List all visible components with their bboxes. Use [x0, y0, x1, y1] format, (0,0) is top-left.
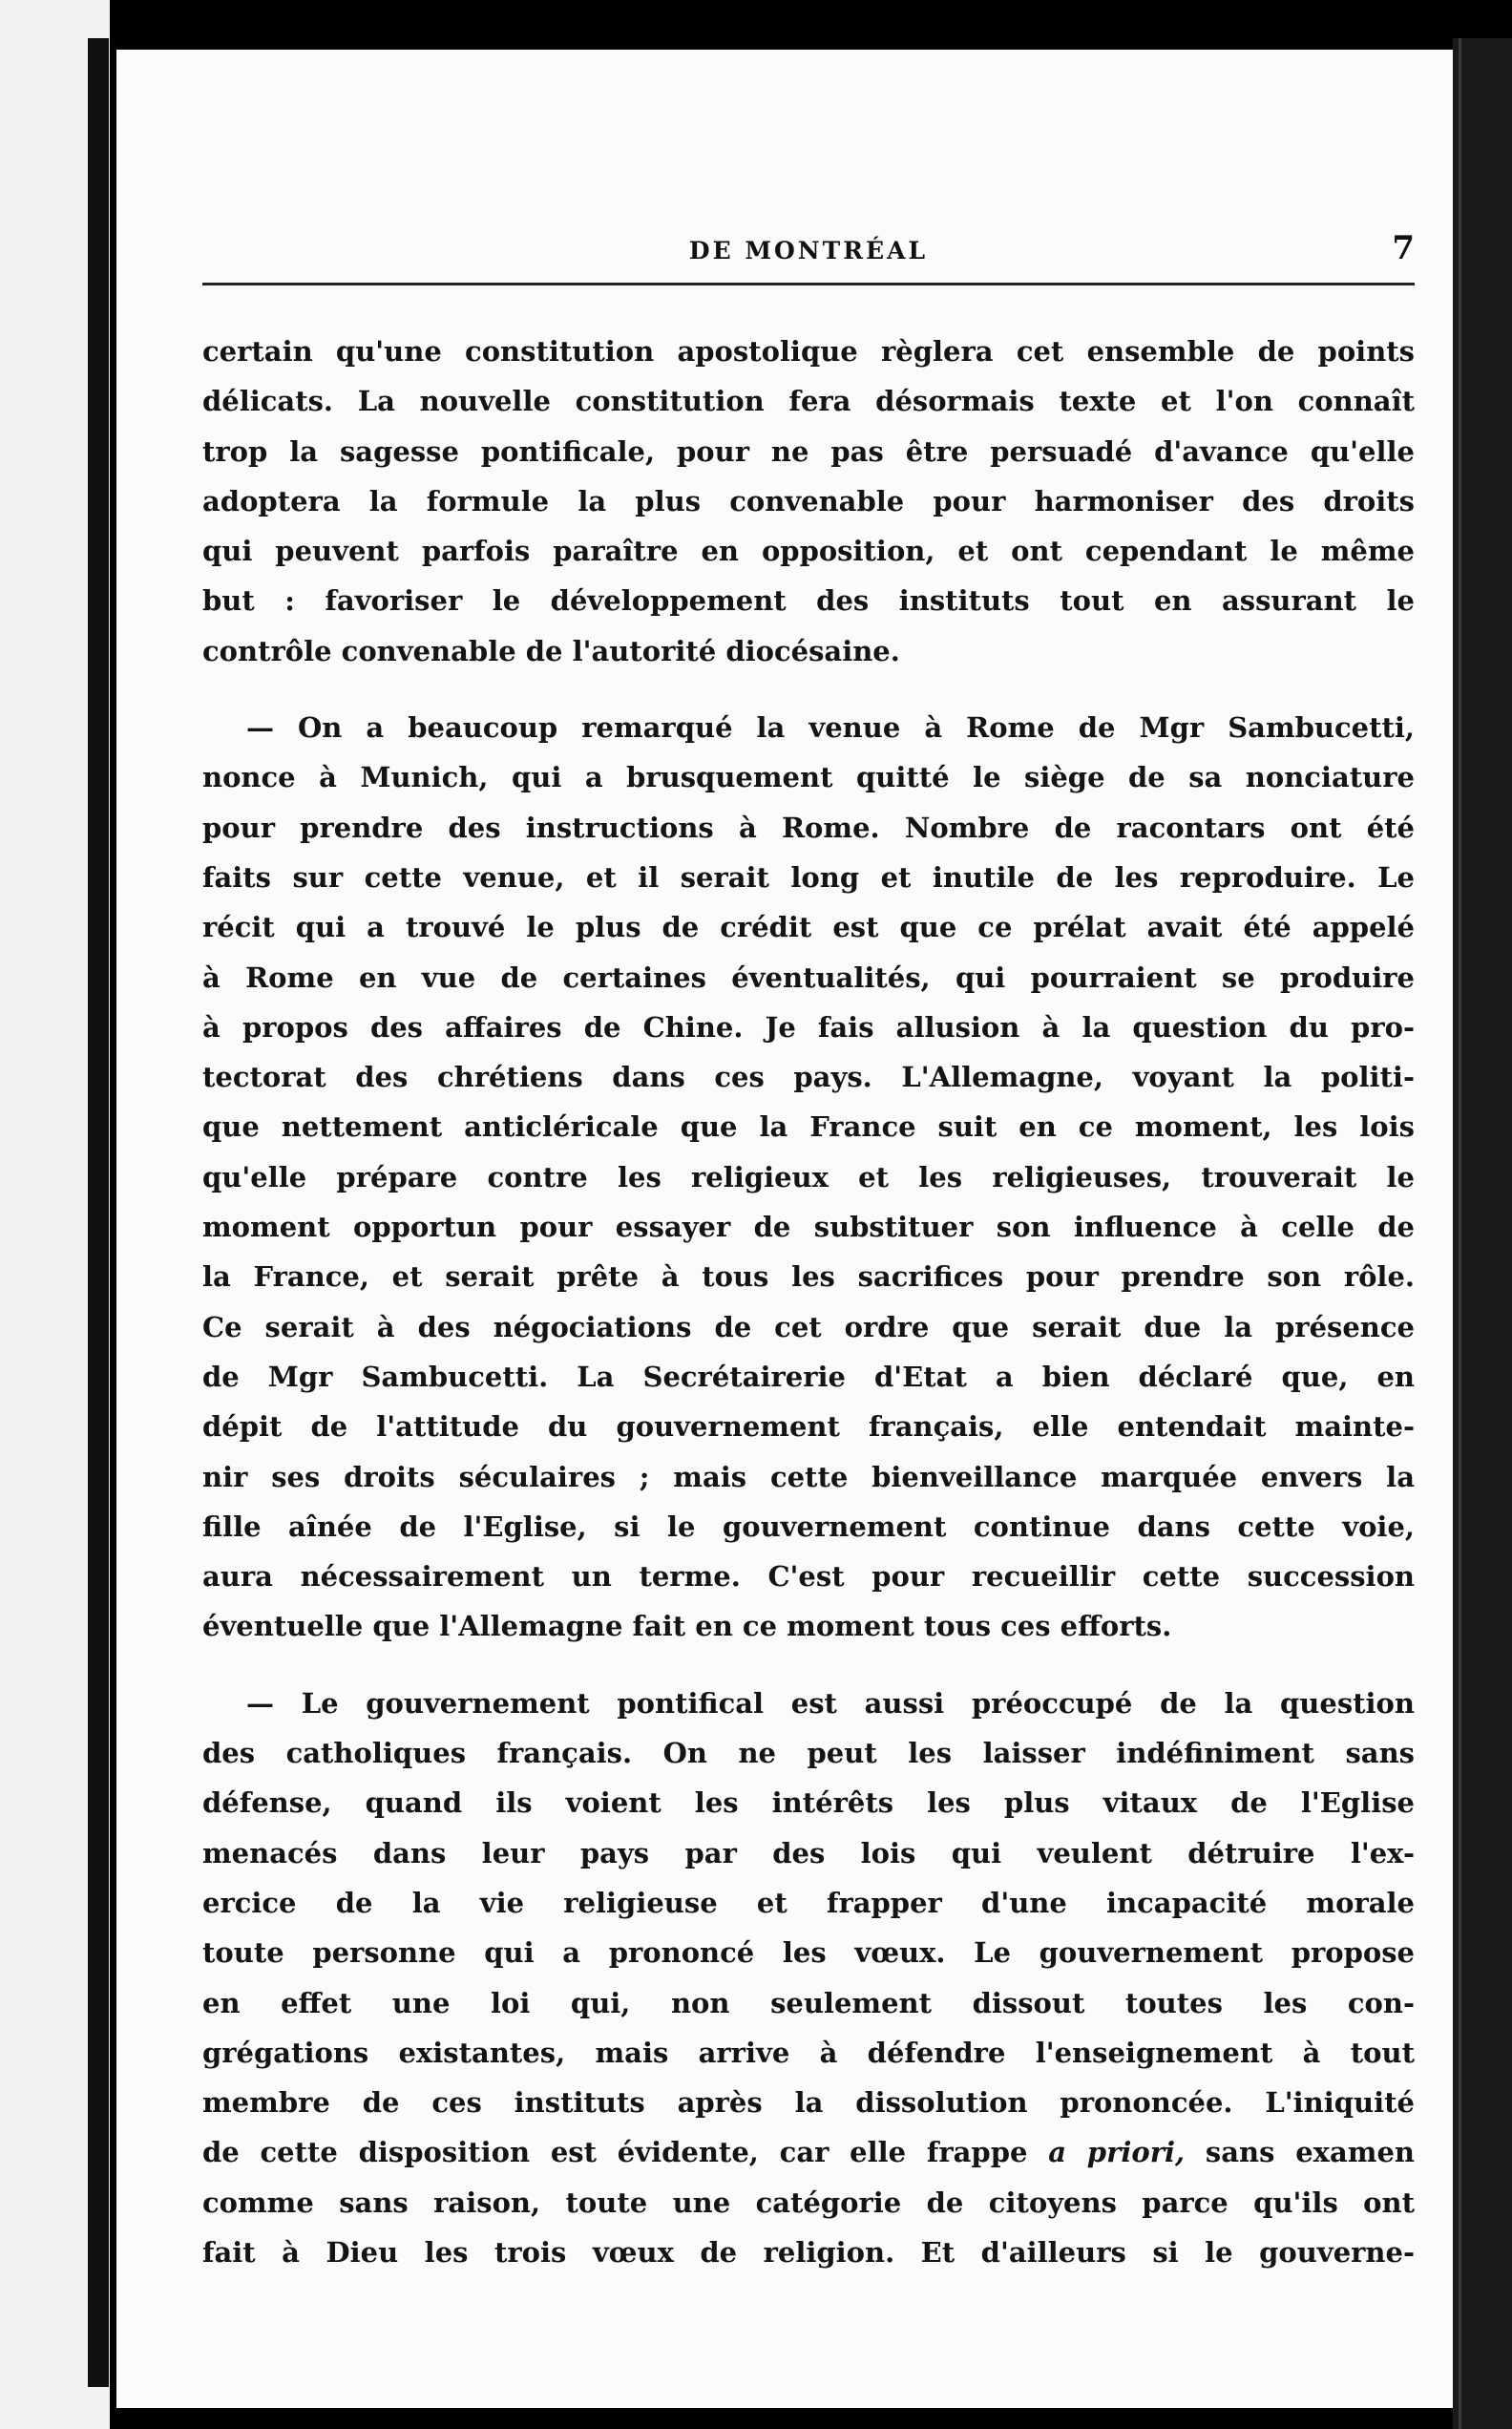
text-line: nonce à Munich, qui a brusquement quitté le siège de sa nonciature — [202, 761, 1415, 794]
text-line: adoptera la formule la plus convenable pour harmoniser des droits — [202, 484, 1415, 517]
text-line: fille aînée de l'Eglise, si le gouvernement continue dans cette voie, — [202, 1510, 1415, 1543]
text-line: aura nécessairement un terme. C'est pour recueillir cette succession — [202, 1560, 1415, 1594]
text-line: certain qu'une constitution apostolique règlera cet ensemble de points — [202, 335, 1415, 368]
text-line: membre de ces instituts après la dissolution prononcée. L'iniquité — [202, 2086, 1415, 2120]
text-line-with-italic — [202, 2127, 1415, 2177]
text-line: moment opportun pour essayer de substituer son influence à celle de — [202, 1211, 1415, 1244]
text-line: fait à Dieu les trois vœux de religion. Et d'ailleurs si le gouverne- — [202, 2235, 1415, 2269]
text-line: des catholiques français. On ne peut les laisser indéfiniment sans — [202, 1737, 1415, 1770]
running-head-title: DE MONTRÉAL — [688, 237, 929, 264]
running-head — [202, 218, 1415, 285]
text-line: à propos des affaires de Chine. Je fais allusion à la question du pro- — [202, 1010, 1415, 1044]
paragraph-gap — [202, 1652, 1415, 1679]
text-line: trop la sagesse pontificale, pour ne pas être persuadé d'avance qu'elle — [202, 434, 1415, 468]
text-line: — Le gouvernement pontifical est aussi préoccupé de la question — [246, 1686, 1415, 1720]
previous-page-edge — [0, 0, 110, 2429]
text-line: défense, quand ils voient les intérêts les plus vitaux de l'Eglise — [202, 1786, 1415, 1820]
book-page — [116, 50, 1453, 2408]
text-line: ercice de la vie religieuse et frapper d'une incapacité morale — [202, 1886, 1415, 1919]
page-number: 7 — [1392, 229, 1415, 267]
text-line: que nettement anticléricale que la France suit en ce moment, les lois — [202, 1110, 1415, 1144]
text-line: éventuelle que l'Allemagne fait en ce moment tous ces efforts. — [202, 1610, 1172, 1643]
text-line: grégations existantes, mais arrive à défendre l'enseignement à tout — [202, 2036, 1415, 2069]
text-line: faits sur cette venue, et il serait long et inutile de les reproduire. Le — [202, 860, 1415, 894]
text-line: à Rome en vue de certaines éventualités, qui pourraient se produire — [202, 961, 1415, 994]
text-segment: sans examen — [1205, 2136, 1415, 2169]
body-text — [202, 327, 1415, 2277]
text-line: menacés dans leur pays par des lois qui veulent détruire l'ex- — [202, 1836, 1415, 1869]
text-line: la France, et serait prête à tous les sacrifices pour prendre son rôle. — [202, 1260, 1415, 1294]
text-line: Ce serait à des négociations de cet ordre que serait due la présence — [202, 1310, 1415, 1343]
italic-phrase: a priori, — [1048, 2136, 1186, 2169]
text-line: qu'elle prépare contre les religieux et les religieuses, trouverait le — [202, 1160, 1415, 1193]
text-line: pour prendre des instructions à Rome. Nombre de racontars ont été — [202, 811, 1415, 844]
text-line: délicats. La nouvelle constitution fera désormais texte et l'on connaît — [202, 385, 1415, 418]
text-line: contrôle convenable de l'autorité diocésaine. — [202, 634, 900, 667]
text-line: dépit de l'attitude du gouvernement français, elle entendait mainte- — [202, 1410, 1415, 1444]
text-line: but : favoriser le développement des instituts tout en assurant le — [202, 584, 1415, 618]
header-rule — [202, 283, 1415, 285]
text-line: — On a beaucoup remarqué la venue à Rome de Mgr Sambucetti, — [246, 711, 1415, 745]
text-line: comme sans raison, toute une catégorie de citoyens parce qu'ils ont — [202, 2186, 1415, 2219]
text-line: toute personne qui a prononcé les vœux. Le gouvernement propose — [202, 1936, 1415, 1970]
text-segment: de cette disposition est évidente, car elle frappe — [202, 2136, 1028, 2169]
text-line: récit qui a trouvé le plus de crédit est que ce prélat avait été appelé — [202, 911, 1415, 944]
text-line: qui peuvent parfois paraître en opposition, et ont cependant le même — [202, 535, 1415, 568]
book-edge — [1453, 38, 1512, 2429]
text-line: nir ses droits séculaires ; mais cette bienveillance marquée envers la — [202, 1460, 1415, 1493]
paragraph-gap — [202, 676, 1415, 703]
text-line: de Mgr Sambucetti. La Secrétairerie d'Etat a bien déclaré que, en — [202, 1360, 1415, 1393]
text-line: tectorat des chrétiens dans ces pays. L'Allemagne, voyant la politi- — [202, 1061, 1415, 1094]
text-line: en effet une loi qui, non seulement dissout toutes les con- — [202, 1986, 1415, 2019]
